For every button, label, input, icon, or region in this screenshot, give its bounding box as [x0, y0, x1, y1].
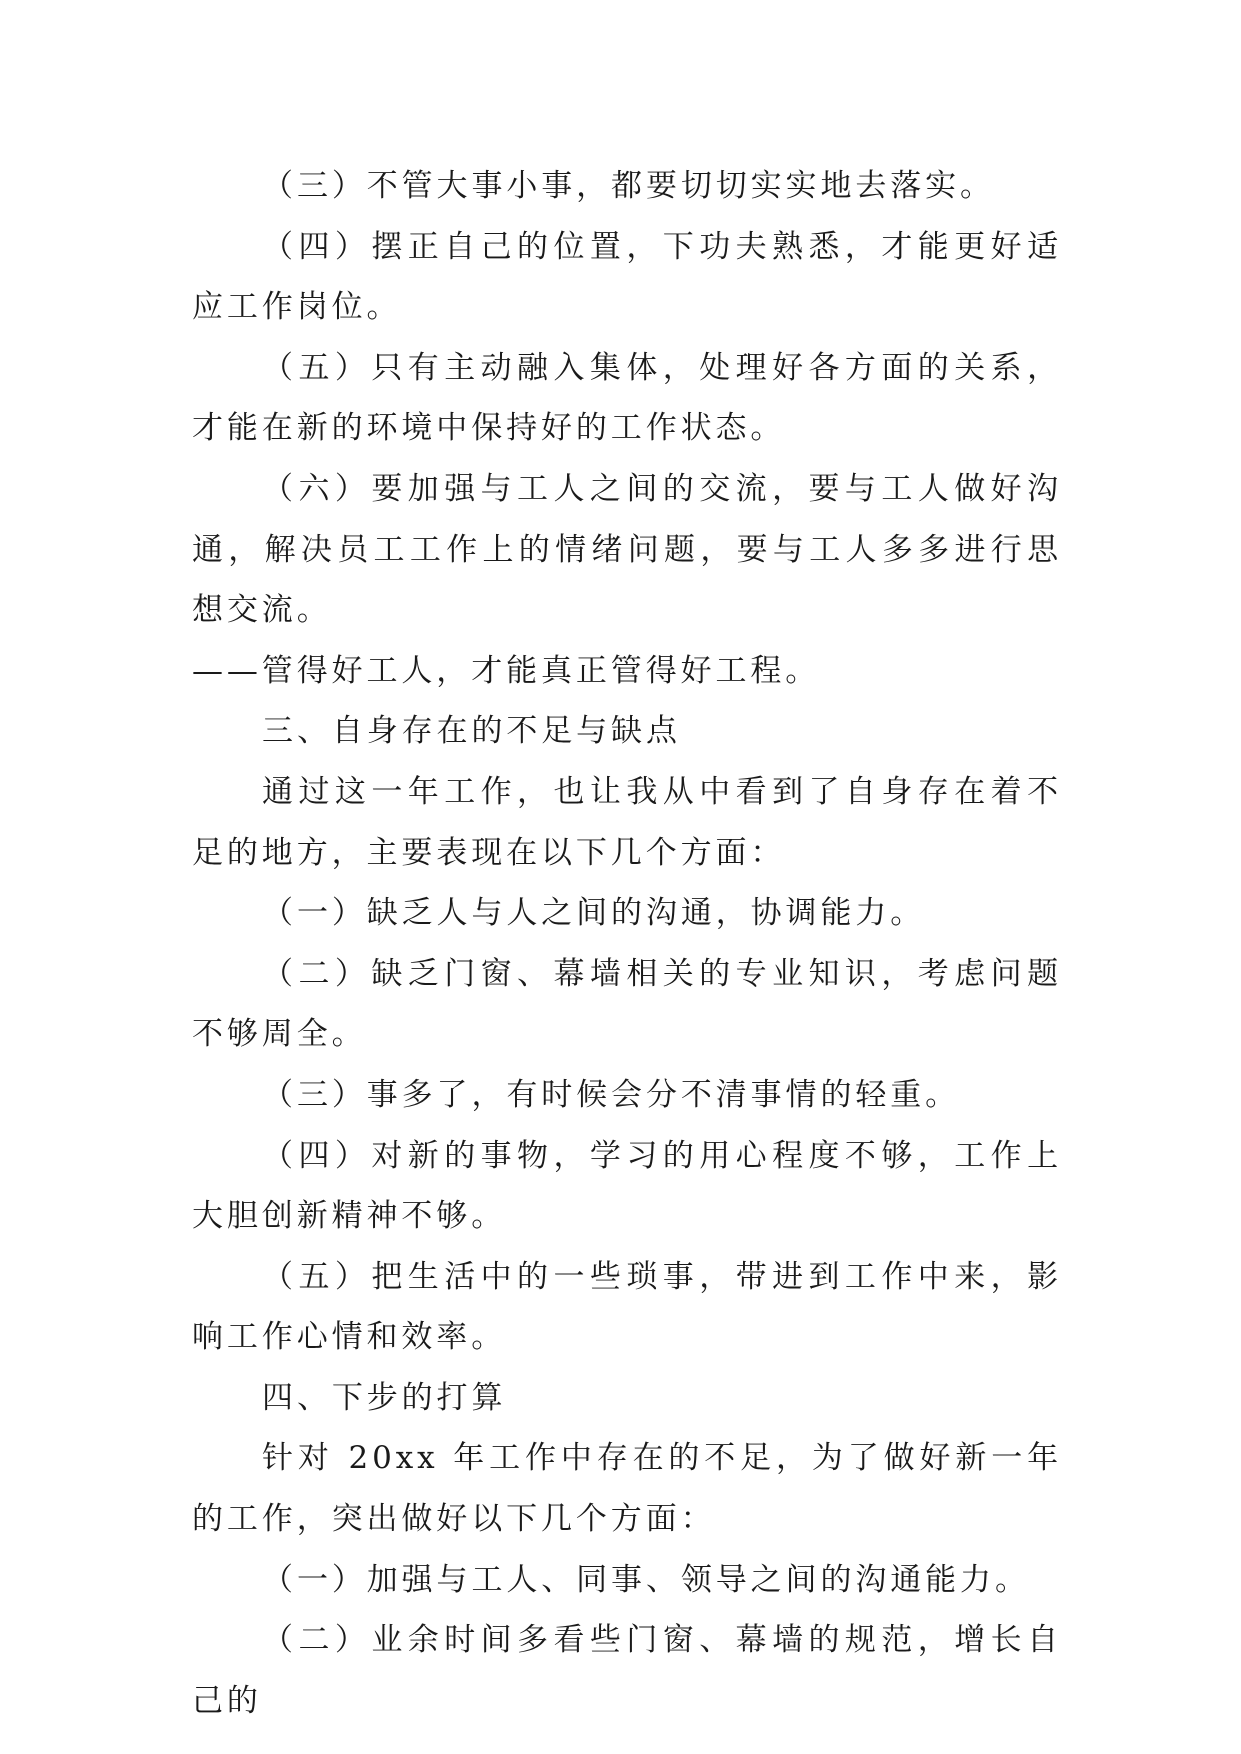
- paragraph: （五）只有主动融入集体，处理好各方面的关系，才能在新的环境中保持好的工作状态。: [192, 349, 1062, 447]
- document-body: [192, 156, 1062, 1731]
- section-heading: 三、自身存在的不足与缺点: [262, 713, 681, 750]
- paragraph: （二）缺乏门窗、幕墙相关的专业知识，考虑问题不够周全。: [192, 955, 1062, 1053]
- paragraph: 针对 20xx 年工作中存在的不足，为了做好新一年的工作，突出做好以下几个方面：: [192, 1440, 1062, 1538]
- paragraph: （四）对新的事物，学习的用心程度不够，工作上大胆创新精神不够。: [192, 1137, 1062, 1235]
- paragraph: （三）不管大事小事，都要切切实实地去落实。: [262, 168, 995, 204]
- paragraph: （四）摆正自己的位置，下功夫熟悉，才能更好适应工作岗位。: [192, 228, 1062, 326]
- paragraph: （一）加强与工人、同事、领导之间的沟通能力。: [262, 1561, 1030, 1598]
- paragraph: （一）缺乏人与人之间的沟通，协调能力。: [262, 895, 926, 932]
- paragraph: （三）事多了，有时候会分不清事情的轻重。: [262, 1076, 961, 1113]
- paragraph: （二）业余时间多看些门窗、幕墙的规范，增长自己的: [192, 1622, 1062, 1719]
- paragraph-continuation: ——管得好工人，才能真正管得好工程。: [192, 652, 821, 689]
- paragraph: 通过这一年工作，也让我从中看到了自身存在着不足的地方，主要表现在以下几个方面：: [192, 773, 1062, 871]
- paragraph: （六）要加强与工人之间的交流，要与工人做好沟通，解决员工工作上的情绪问题，要与工人多多进行思想交流。: [192, 470, 1062, 629]
- paragraph: （五）把生活中的一些琐事，带进到工作中来，影响工作心情和效率。: [192, 1258, 1062, 1356]
- section-heading: 四、下步的打算: [262, 1379, 507, 1416]
